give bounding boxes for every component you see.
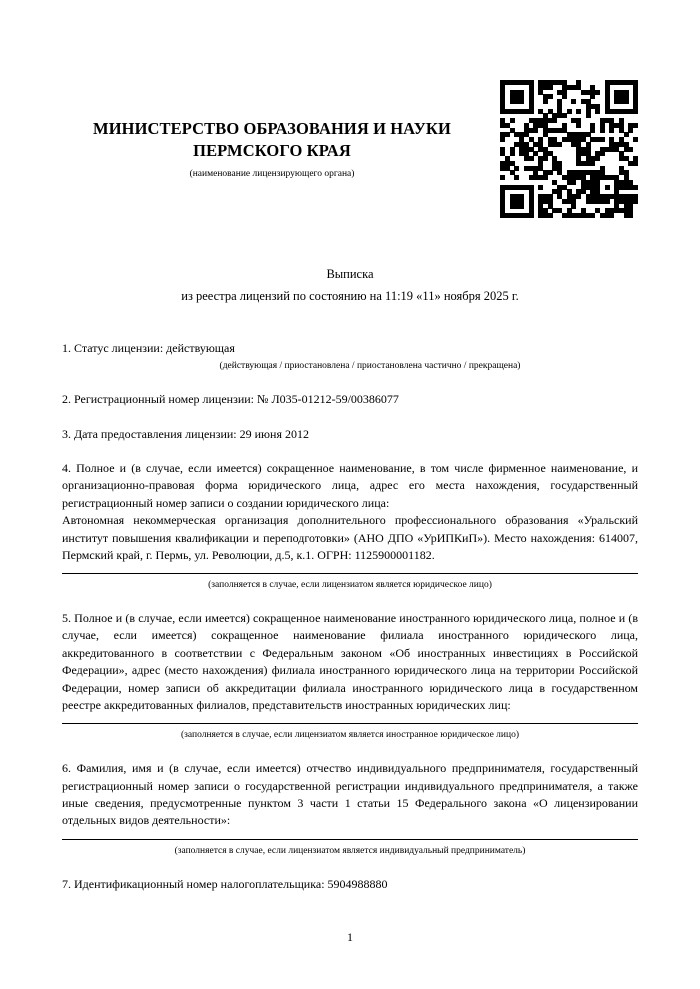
document-title-line2: из реестра лицензий по состоянию на 11:19 «11» ноября 2025 г. <box>181 289 519 304</box>
page-number: 1 <box>347 930 353 944</box>
document-body <box>62 340 638 893</box>
section-grant-date <box>62 426 638 443</box>
section-legal-entity-rule <box>62 573 638 574</box>
organization-title-line1: МИНИСТЕРСТВО ОБРАЗОВАНИЯ И НАУКИ <box>93 119 451 138</box>
section-inn <box>62 876 638 893</box>
section-individual-entrepreneur-text: 6. Фамилия, имя и (в случае, если имеется) отчество индивидуального предпринимателя, государственный регистрационный номер записи о государственной регистрации индивидуального предпринимателя, а также иные сведения, предусмотренные пунктом 3 части 1 статьи 15 Федерального закона «О лицензировании отдельных видов деятельности»: <box>62 761 638 828</box>
section-foreign-entity-text: 5. Полное и (в случае, если имеется) сокращенное наименование иностранного юридического лица, полное и (в случае, если имеется) сокращенное наименование филиала иностранного юридического лица, аккредитованного в соответствии с Федеральным законом «Об иностранных инвестициях в Российской Федерации», адрес (место нахождения) филиала иностранного юридического лица на территории Российской Федерации, номер записи об аккредитации филиала иностранного юридического лица в государственном реестре аккредитованных филиалов, представительств иностранных юридических лиц: <box>62 611 638 713</box>
document-title-line1: Выписка <box>326 266 374 281</box>
section-legal-entity-value: Автономная некоммерческая организация дополнительного профессионального образования «Уральский институт повышения квалификации и переподготовки» (АНО ДПО «УрИПКиП»). Место нахождения: 614007, Пермский край, г. Пермь, ул. Революции, д.5, к.1. ОГРН: 1125900001182. <box>62 513 638 562</box>
section-legal-entity-text: 4. Полное и (в случае, если имеется) сокращенное наименование, в том числе фирменное наименование, и организационно-правовая форма юридического лица, адрес его места нахождения, государственный регистрационный номер записи о создании юридического лица: <box>62 460 638 510</box>
section-legal-entity-note: (заполняется в случае, если лицензиатом является юридическое лицо) <box>208 580 492 591</box>
document-title <box>62 265 638 307</box>
section-individual-entrepreneur-rule <box>62 839 638 840</box>
section-status <box>62 340 638 374</box>
qr-code <box>500 80 638 218</box>
organization-title <box>62 118 482 163</box>
section-individual-entrepreneur-note: (заполняется в случае, если лицензиатом является индивидуальный предприниматель) <box>174 845 526 856</box>
document-header <box>62 0 482 179</box>
organization-caption: (наименование лицензирующего органа) <box>189 168 355 179</box>
section-inn-text: 7. Идентификационный номер налогоплательщика: 5904988880 <box>62 876 388 891</box>
section-status-note: (действующая / приостановлена / приостановлена частично / прекращена) <box>219 361 521 372</box>
section-reg-number <box>62 391 638 408</box>
section-foreign-entity-rule <box>62 723 638 724</box>
section-grant-date-text: 3. Дата предоставления лицензии: 29 июня 2012 <box>62 426 309 441</box>
organization-title-line2: ПЕРМСКОГО КРАЯ <box>193 141 351 161</box>
qr-code-canvas <box>500 80 638 218</box>
section-status-text: 1. Статус лицензии: действующая <box>62 341 235 356</box>
section-reg-number-text: 2. Регистрационный номер лицензии: № Л035-01212-59/00386077 <box>62 392 399 407</box>
section-legal-entity <box>62 460 638 593</box>
section-individual-entrepreneur <box>62 760 638 858</box>
section-foreign-entity <box>62 610 638 743</box>
section-foreign-entity-note: (заполняется в случае, если лицензиатом является иностранное юридическое лицо) <box>181 730 519 741</box>
